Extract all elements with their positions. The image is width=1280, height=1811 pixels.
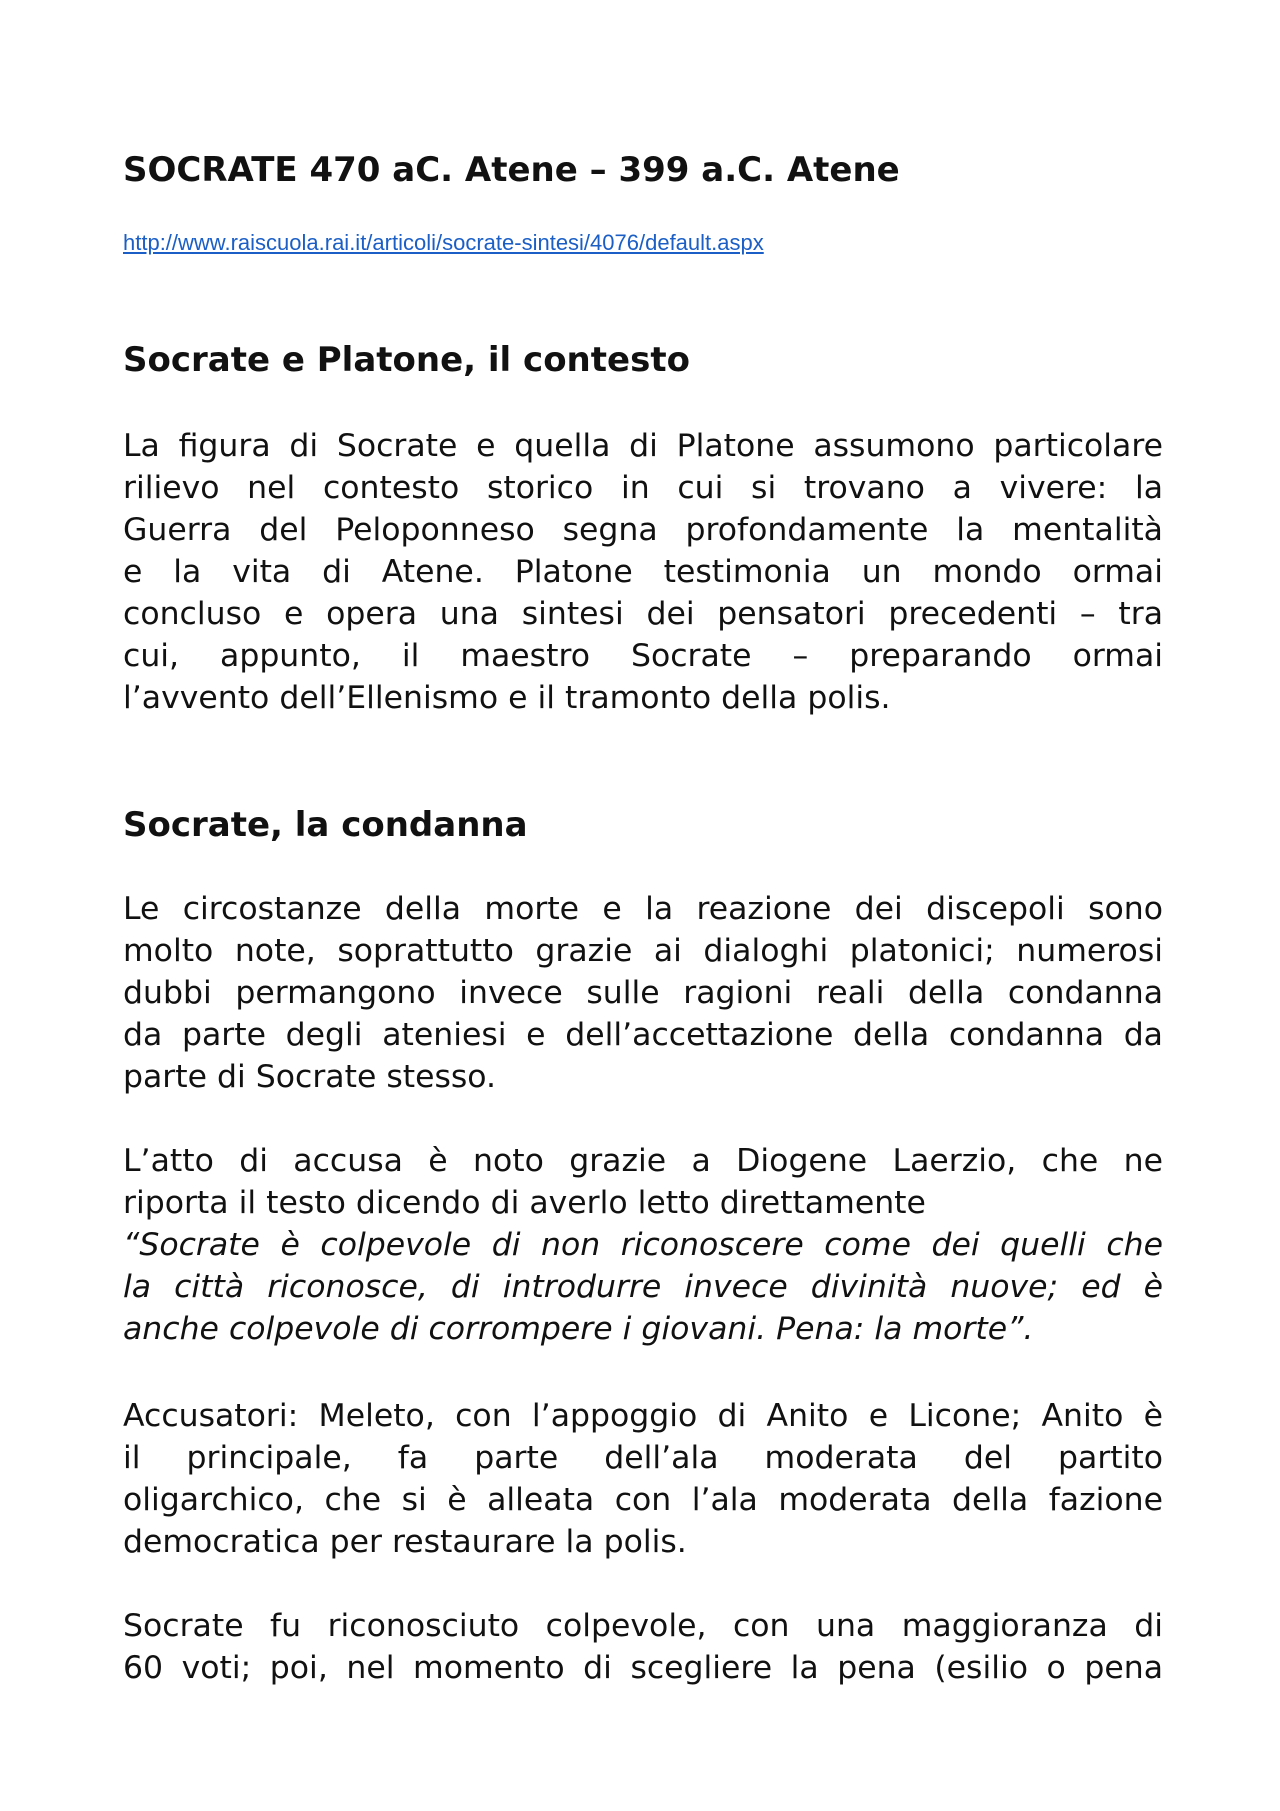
text-line: Le circostanze della morte e la reazione dei discepoli sono (123, 891, 1163, 927)
quote-line: anche colpevole di corrompere i giovani. Pena: la morte”. (123, 1311, 1034, 1347)
text-line: L’atto di accusa è noto grazie a Diogene Laerzio, che ne (123, 1143, 1163, 1179)
text-line: 60 voti; poi, nel momento di scegliere la pena (esilio o pena (123, 1650, 1163, 1686)
paragraph-atto-accusa (123, 1140, 1163, 1350)
paragraph-circostanze (123, 888, 1163, 1098)
text-line: da parte degli ateniesi e dell’accettazione della condanna da (123, 1017, 1163, 1053)
paragraph-accusatori (123, 1395, 1163, 1563)
source-link[interactable]: http://www.raiscuola.rai.it/articoli/socrate-sintesi/4076/default.aspx (123, 230, 764, 255)
section-heading-condanna: Socrate, la condanna (123, 805, 528, 845)
text-line: La figura di Socrate e quella di Platone assumono particolare (123, 428, 1163, 464)
text-line: Guerra del Peloponneso segna profondamente la mentalità (123, 512, 1163, 548)
section-heading-contesto: Socrate e Platone, il contesto (123, 340, 690, 380)
text-line: e la vita di Atene. Platone testimonia un mondo ormai (123, 554, 1163, 590)
text-line: dubbi permangono invece sulle ragioni reali della condanna (123, 975, 1163, 1011)
text-line: concluso e opera una sintesi dei pensatori precedenti – tra (123, 596, 1163, 632)
text-line: il principale, fa parte dell’ala moderata del partito (123, 1440, 1163, 1476)
text-line: l’avvento dell’Ellenismo e il tramonto della polis. (123, 680, 891, 716)
text-line: molto note, soprattutto grazie ai dialoghi platonici; numerosi (123, 933, 1163, 969)
text-line: riporta il testo dicendo di averlo letto direttamente (123, 1185, 926, 1221)
text-line: cui, appunto, il maestro Socrate – preparando ormai (123, 638, 1163, 674)
text-line: parte di Socrate stesso. (123, 1059, 497, 1095)
text-line: rilievo nel contesto storico in cui si trovano a vivere: la (123, 470, 1163, 506)
quote-line: la città riconosce, di introdurre invece divinità nuove; ed è (123, 1269, 1163, 1305)
quote-line: “Socrate è colpevole di non riconoscere come dei quelli che (123, 1227, 1163, 1263)
text-line: Socrate fu riconosciuto colpevole, con una maggioranza di (123, 1608, 1163, 1644)
text-line: oligarchico, che si è alleata con l’ala moderata della fazione (123, 1482, 1163, 1518)
text-line: democratica per restaurare la polis. (123, 1524, 687, 1560)
paragraph-riconosciuto (123, 1605, 1163, 1689)
text-line: Accusatori: Meleto, con l’appoggio di Anito e Licone; Anito è (123, 1398, 1163, 1434)
paragraph-contesto (123, 425, 1163, 719)
document-title: SOCRATE 470 aC. Atene – 399 a.C. Atene (123, 150, 900, 190)
